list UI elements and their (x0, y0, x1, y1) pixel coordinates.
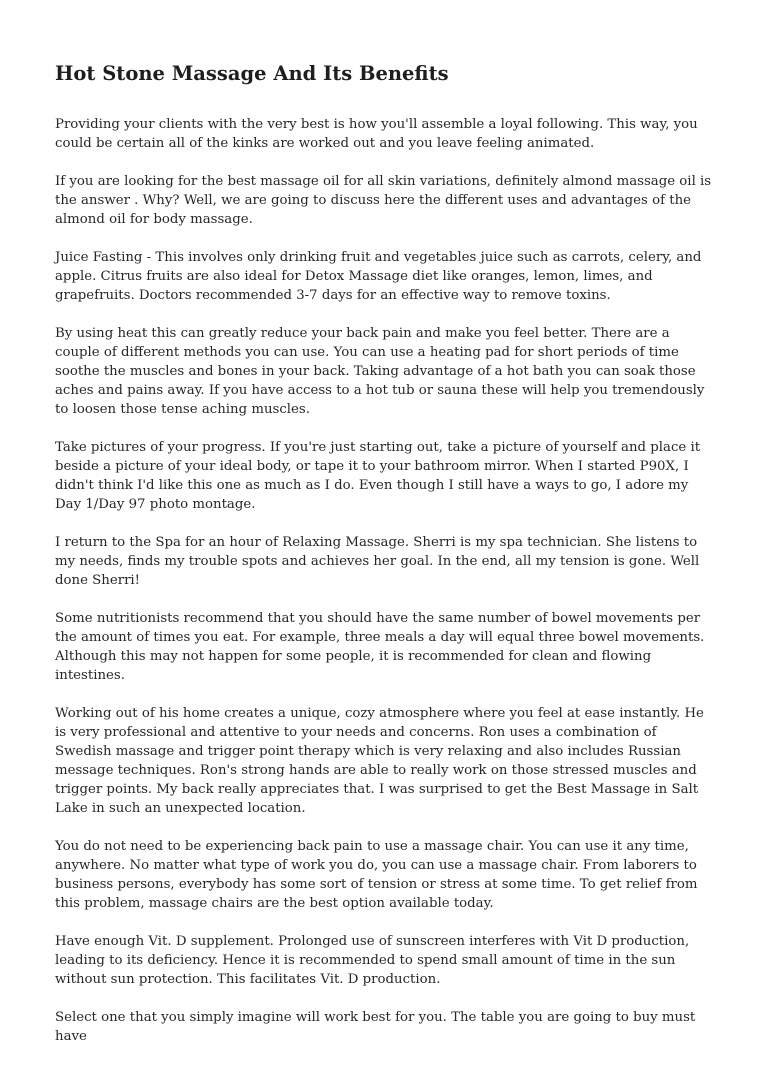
document-title: Hot Stone Massage And Its Benefits (55, 62, 449, 85)
paragraph: Providing your clients with the very best is how you'll assemble a loyal following. This way, you could be certain all of the kinks are worked out and you leave feeling animated. (55, 117, 698, 151)
paragraph: Some nutritionists recommend that you should have the same number of bowel movements per the amount of times you eat. For example, three meals a day will equal three bowel movements. Although this may not happen for some people, it is recommended for clean and flowing intestines. (55, 611, 705, 683)
paragraph: Select one that you simply imagine will work best for you. The table you are going to buy must have (55, 1010, 696, 1044)
paragraph: Juice Fasting - This involves only drinking fruit and vegetables juice such as carrots, celery, and apple. Citrus fruits are also ideal for Detox Massage diet like oranges, lemon, limes, and grapefruits. Doctors recommended 3-7 days for an effective way to remove toxins. (55, 250, 702, 303)
paragraph: Working out of his home creates a unique, cozy atmosphere where you feel at ease instantly. He is very professional and attentive to your needs and concerns. Ron uses a combination of Swedish massage and trigger point therapy which is very relaxing and also includes Russian message techniques. Ron's strong hands are able to really work on those stressed muscles and trigger points. My back really appreciates that. I was surprised to get the Best Massage in Salt Lake in such an unexpected location. (55, 706, 704, 816)
paragraph: By using heat this can greatly reduce your back pain and make you feel better. There are a couple of different methods you can use. You can use a heating pad for short periods of time soothe the muscles and bones in your back. Taking advantage of a hot bath you can soak those aches and pains away. If you have access to a hot tub or sauna these will help you tremendously to loosen those tense aching muscles. (55, 326, 705, 417)
paragraph: You do not need to be experiencing back pain to use a massage chair. You can use it any time, anywhere. No matter what type of work you do, you can use a massage chair. From laborers to business persons, everybody has some sort of tension or stress at some time. To get relief from this problem, massage chairs are the best option available today. (55, 839, 698, 911)
paragraph: Have enough Vit. D supplement. Prolonged use of sunscreen interferes with Vit D production, leading to its deficiency. Hence it is recommended to spend small amount of time in the sun without sun protection. This facilitates Vit. D production. (55, 934, 690, 987)
paragraph: I return to the Spa for an hour of Relaxing Massage. Sherri is my spa technician. She listens to my needs, finds my trouble spots and achieves her goal. In the end, all my tension is gone. Well done Sherri! (55, 535, 700, 588)
paragraph: If you are looking for the best massage oil for all skin variations, definitely almond massage oil is the answer . Why? Well, we are going to discuss here the different uses and advantages of the almond oil for body massage. (55, 174, 712, 227)
paragraph: Take pictures of your progress. If you're just starting out, take a picture of yourself and place it beside a picture of your ideal body, or tape it to your bathroom mirror. When I started P90X, I didn't think I'd like this one as much as I do. Even though I still have a ways to go, I adore my Day 1/Day 97 photo montage. (55, 440, 701, 512)
